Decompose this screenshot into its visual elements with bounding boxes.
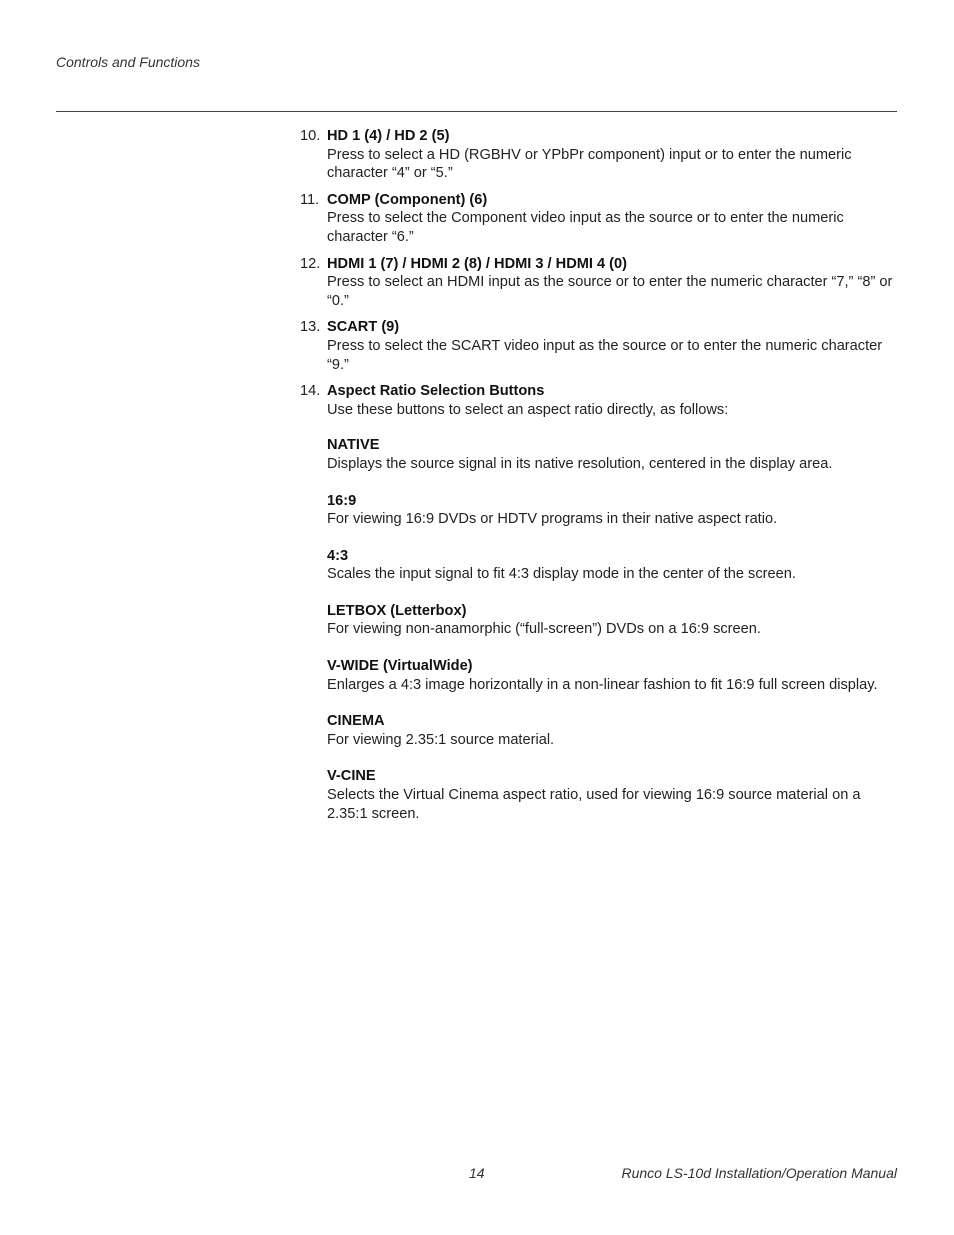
item-description: Press to select a HD (RGBHV or YPbPr component) input or to enter the numeric character “4” or “5.” xyxy=(327,146,852,182)
aspect-ratio-entry-4-3 xyxy=(300,547,897,584)
item-description: Use these buttons to select an aspect ratio directly, as follows: xyxy=(327,401,729,418)
section-title: Controls and Functions xyxy=(56,54,200,70)
aspect-ratio-title: CINEMA xyxy=(327,713,385,730)
aspect-ratio-entry-v-wide xyxy=(300,657,897,694)
list-item xyxy=(300,127,897,183)
aspect-ratio-title: 4:3 xyxy=(327,547,349,564)
item-description: Press to select the Component video input as the source or to enter the numeric character “6.” xyxy=(327,210,844,245)
list-item xyxy=(300,191,897,247)
item-title: Aspect Ratio Selection Buttons xyxy=(327,383,545,400)
aspect-ratio-entry-16-9 xyxy=(300,492,897,529)
item-number: 13. xyxy=(300,319,321,336)
list-item xyxy=(300,382,897,419)
aspect-ratio-description: For viewing 16:9 DVDs or HDTV programs in their native aspect ratio. xyxy=(327,511,778,528)
aspect-ratio-description: Scales the input signal to fit 4:3 display mode in the center of the screen. xyxy=(327,566,796,583)
aspect-ratio-description: For viewing non-anamorphic (“full-screen”) DVDs on a 16:9 screen. xyxy=(327,621,761,638)
aspect-ratio-title: NATIVE xyxy=(327,437,380,454)
item-description: Press to select the SCART video input as the source or to enter the numeric character “9.” xyxy=(327,337,883,373)
aspect-ratio-entry-letbox xyxy=(300,602,897,639)
aspect-ratio-title: LETBOX (Letterbox) xyxy=(327,602,467,619)
aspect-ratio-description: Selects the Virtual Cinema aspect ratio, used for viewing 16:9 source material on a 2.35:1 screen. xyxy=(327,787,861,822)
item-number: 11. xyxy=(300,191,320,208)
list-item xyxy=(300,255,897,311)
header-divider xyxy=(56,111,897,112)
manual-title: Runco LS-10d Installation/Operation Manual xyxy=(621,1165,897,1181)
aspect-ratio-title: V-CINE xyxy=(327,768,376,785)
item-title: SCART (9) xyxy=(327,319,400,336)
item-title: HDMI 1 (7) / HDMI 2 (8) / HDMI 3 / HDMI 4 (0) xyxy=(327,255,628,272)
aspect-ratio-title: 16:9 xyxy=(327,492,357,509)
aspect-ratio-title: V-WIDE (VirtualWide) xyxy=(327,658,473,675)
item-number: 12. xyxy=(300,255,321,272)
page-number: 14 xyxy=(469,1165,485,1181)
item-number: 14. xyxy=(300,383,321,400)
list-item xyxy=(300,318,897,374)
aspect-ratio-entry-native xyxy=(300,436,897,473)
aspect-ratio-entry-v-cine xyxy=(300,767,897,823)
aspect-ratio-description: Displays the source signal in its native resolution, centered in the display area. xyxy=(327,455,833,472)
aspect-ratio-description: Enlarges a 4:3 image horizontally in a non-linear fashion to fit 16:9 full screen display. xyxy=(327,676,878,693)
aspect-ratio-description: For viewing 2.35:1 source material. xyxy=(327,731,555,748)
content-body xyxy=(300,127,897,823)
item-description: Press to select an HDMI input as the source or to enter the numeric character “7,” “8” or “0.” xyxy=(327,274,893,309)
item-title: HD 1 (4) / HD 2 (5) xyxy=(327,128,450,144)
aspect-ratio-entry-cinema xyxy=(300,712,897,749)
item-title: COMP (Component) (6) xyxy=(327,191,488,208)
item-number: 10. xyxy=(300,128,321,144)
